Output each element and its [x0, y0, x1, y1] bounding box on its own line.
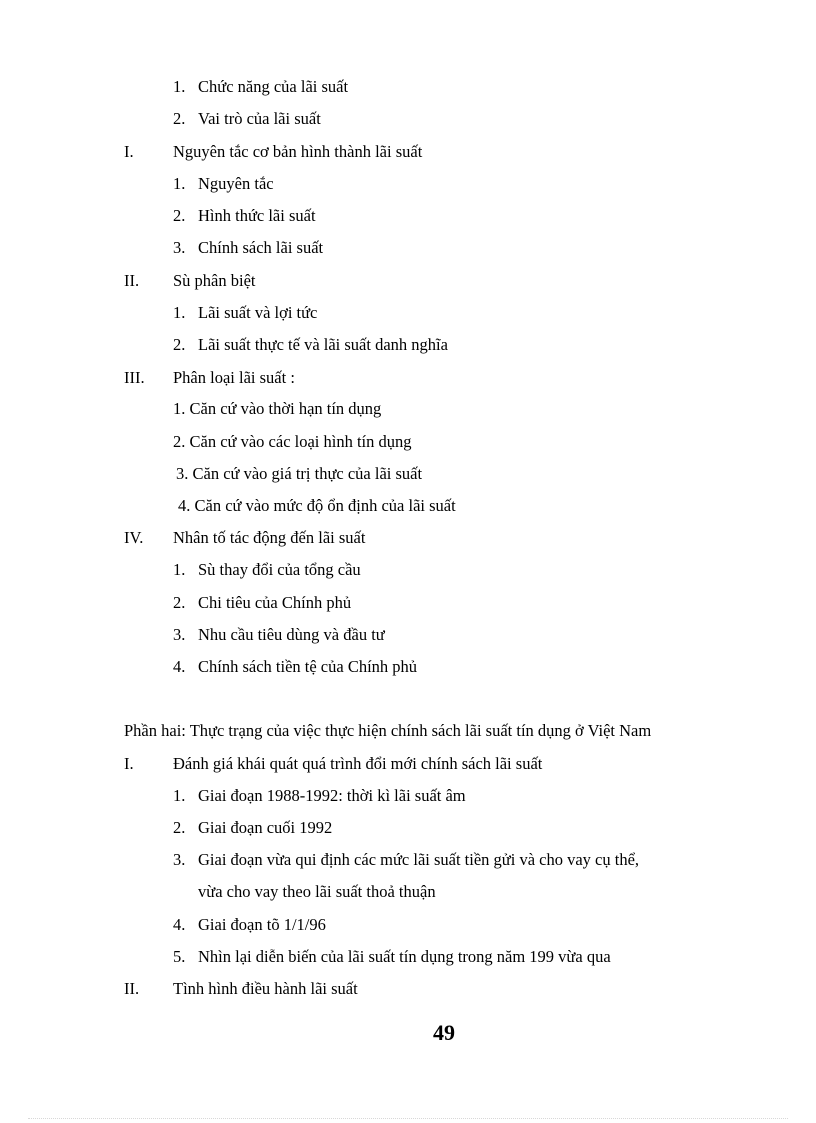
item-text: Giai đoạn 1988-1992: thời kì lãi suất âm: [198, 786, 466, 805]
section-number: II.: [124, 979, 140, 998]
item-text: Chức năng của lãi suất: [198, 77, 349, 96]
item-number: 1.: [173, 77, 186, 96]
section-title: Nhân tố tác động đến lãi suất: [173, 528, 366, 547]
section-number: I.: [124, 754, 134, 773]
item-text: 3. Căn cứ vào giá trị thực của lãi suất: [176, 464, 423, 483]
item-text: Nhìn lại diễn biến của lãi suất tín dụng trong năm 199 vừa qua: [198, 947, 611, 966]
item-number: 2.: [173, 109, 186, 128]
item-number: 1.: [173, 174, 186, 193]
item-text: vừa cho vay theo lãi suất thoả thuận: [198, 882, 436, 901]
section-title: Nguyên tắc cơ bản hình thành lãi suất: [173, 142, 423, 161]
section-number: II.: [124, 271, 140, 290]
item-number: 2.: [173, 818, 186, 837]
item-number: 2.: [173, 335, 186, 354]
part-title: Phần hai: Thực trạng của việc thực hiện chính sách lãi suất tín dụng ở Việt Nam: [124, 721, 652, 740]
item-text: Nguyên tắc: [198, 174, 274, 193]
item-text: Lãi suất thực tế và lãi suất danh nghĩa: [198, 335, 448, 354]
item-text: 4. Căn cứ vào mức độ ổn định của lãi suất: [178, 496, 456, 515]
item-text: Chính sách tiền tệ của Chính phủ: [198, 657, 418, 676]
section-number: I.: [124, 142, 134, 161]
item-number: 1.: [173, 303, 186, 322]
item-number: 4.: [173, 657, 186, 676]
item-number: 1.: [173, 560, 186, 579]
item-text: Vai trò của lãi suất: [198, 109, 321, 128]
section-title: Phân loại lãi suất :: [173, 368, 295, 387]
item-number: 3.: [173, 625, 186, 644]
section-title: Sù phân biệt: [173, 271, 256, 290]
item-number: 2.: [173, 206, 186, 225]
section-number: III.: [124, 368, 145, 387]
page-number: 49: [433, 1020, 455, 1045]
page-bottom-divider: [28, 1118, 788, 1119]
item-text: Giai đoạn vừa qui định các mức lãi suất tiền gửi và cho vay cụ thể,: [198, 850, 640, 869]
item-text: Nhu cầu tiêu dùng và đầu tư: [198, 625, 385, 644]
item-text: Sù thay đổi của tổng cầu: [198, 560, 361, 579]
item-text: Hình thức lãi suất: [198, 206, 316, 225]
section-number: IV.: [124, 528, 144, 547]
item-number: 3.: [173, 850, 186, 869]
item-number: 4.: [173, 915, 186, 934]
section-title: Đánh giá khái quát quá trình đổi mới chính sách lãi suất: [173, 754, 543, 773]
item-text: Lãi suất và lợi tức: [198, 303, 318, 322]
item-number: 1.: [173, 786, 186, 805]
item-number: 5.: [173, 947, 186, 966]
item-text: Giai đoạn cuối 1992: [198, 818, 333, 837]
section-title: Tình hình điều hành lãi suất: [173, 979, 358, 998]
item-text: 1. Căn cứ vào thời hạn tín dụng: [173, 399, 382, 418]
item-number: 3.: [173, 238, 186, 257]
item-text: Chính sách lãi suất: [198, 238, 324, 257]
item-text: Chi tiêu của Chính phủ: [198, 593, 352, 612]
item-text: 2. Căn cứ vào các loại hình tín dụng: [173, 432, 412, 451]
item-number: 2.: [173, 593, 186, 612]
item-text: Giai đoạn tõ 1/1/96: [198, 915, 326, 934]
